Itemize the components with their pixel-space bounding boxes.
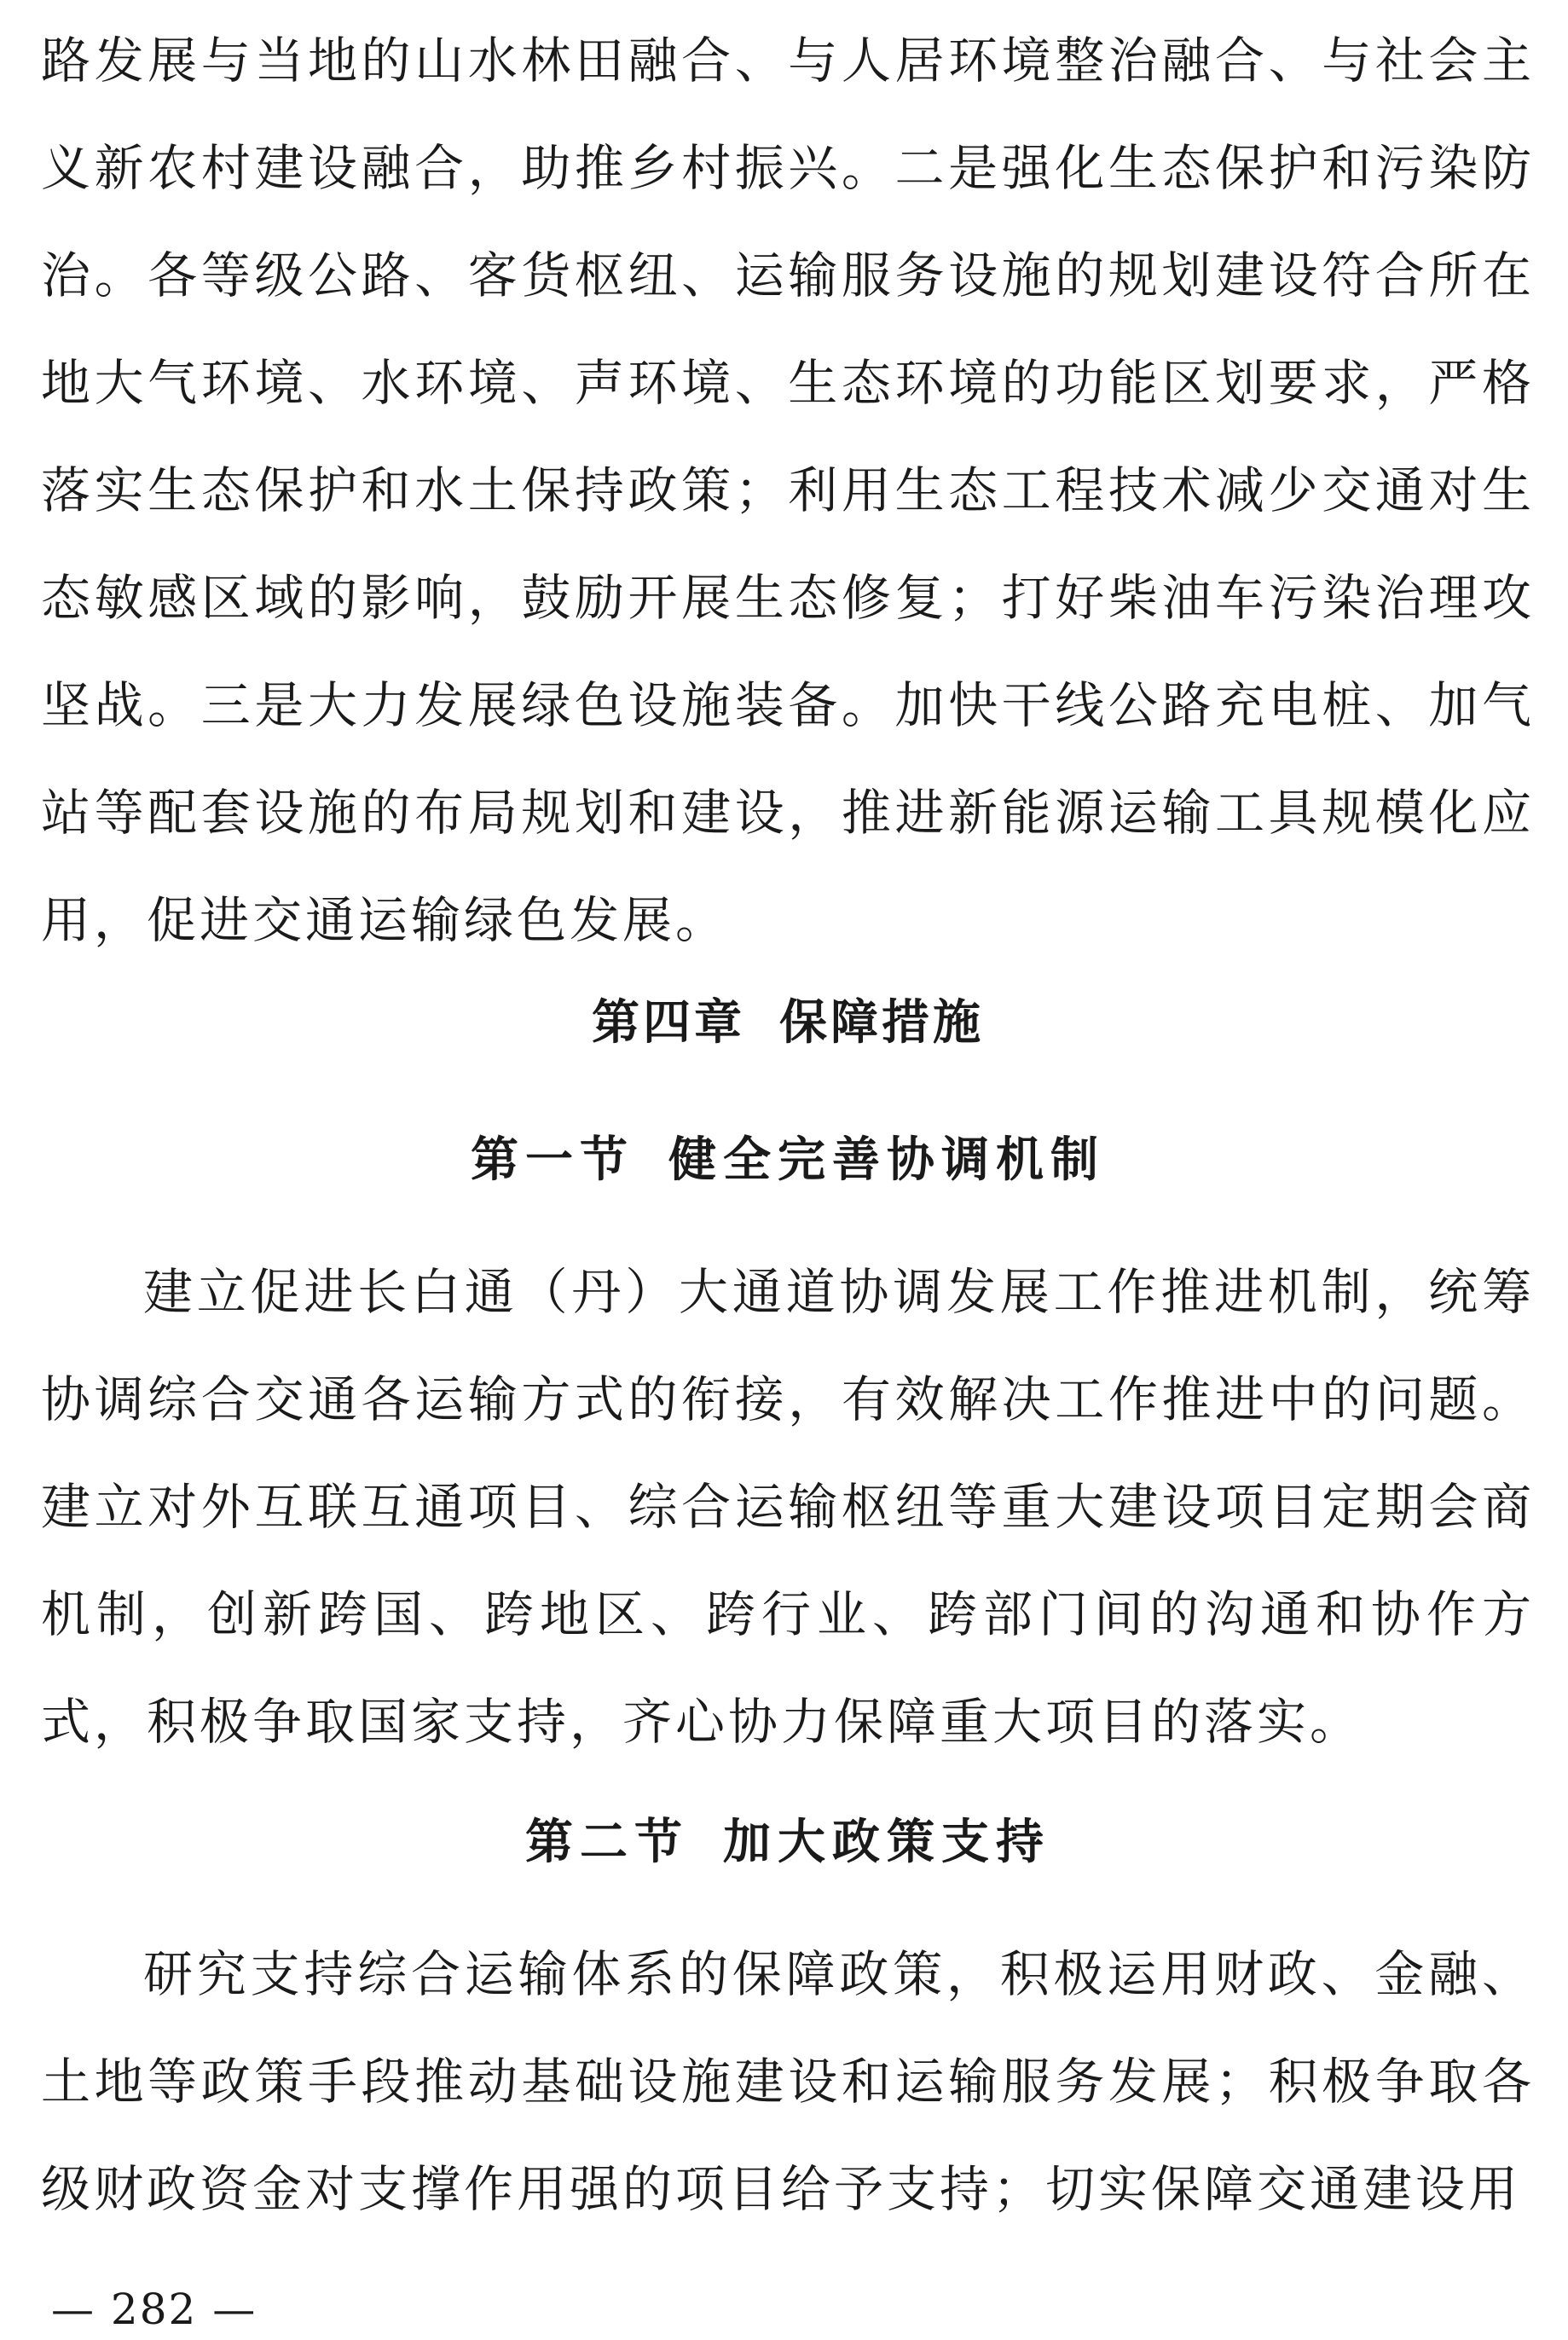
section-heading	[41, 1799, 1535, 1885]
body-paragraph: 路发展与当地的山水林田融合、与人居环境整治融合、与社会主义新农村建设融合，助推乡村振兴。二是强化生态保护和污染防治。各等级公路、客货枢纽、运输服务设施的规划建设符合所在地大气环境、水环境、声环境、生态环境的功能区划要求，严格落实生态保护和水土保持政策；利用生态工程技术减少交通对生态敏感区域的影响，鼓励开展生态修复；打好柴油车污染治理攻坚战。三是大力发展绿色设施装备。加快干线公路充电桩、加气站等配套设施的布局规划和建设，推进新能源运输工具规模化应用，促进交通运输绿色发展。	[41, 32, 1535, 949]
section-number: 第二节	[525, 1814, 689, 1870]
section-title: 健全完善协调机制	[668, 1132, 1105, 1188]
page-number: — 282 —	[51, 2285, 257, 2334]
section-paragraph: 研究支持综合运输体系的保障政策，积极运用财政、金融、土地等政策手段推动基础设施建设和运输服务发展；积极争取各级财政资金对支撑作用强的项目给予支持；切实保障交通建设用	[41, 1945, 1535, 2218]
chapter-heading	[41, 981, 1535, 1066]
document-page	[41, 0, 1535, 2340]
chapter-number: 第四章	[592, 995, 745, 1051]
chapter-title: 保障措施	[779, 995, 984, 1051]
section-heading	[41, 1117, 1535, 1202]
section-number: 第一节	[471, 1132, 634, 1188]
section-title: 加大政策支持	[723, 1814, 1050, 1870]
section-paragraph: 建立促进长白通（丹）大通道协调发展工作推进机制，统筹协调综合交通各运输方式的衔接，有效解决工作推进中的问题。建立对外互联互通项目、综合运输枢纽等重大建设项目定期会商机制，创新跨国、跨地区、跨行业、跨部门间的沟通和协作方式，积极争取国家支持，齐心协力保障重大项目的落实。	[41, 1263, 1535, 1751]
